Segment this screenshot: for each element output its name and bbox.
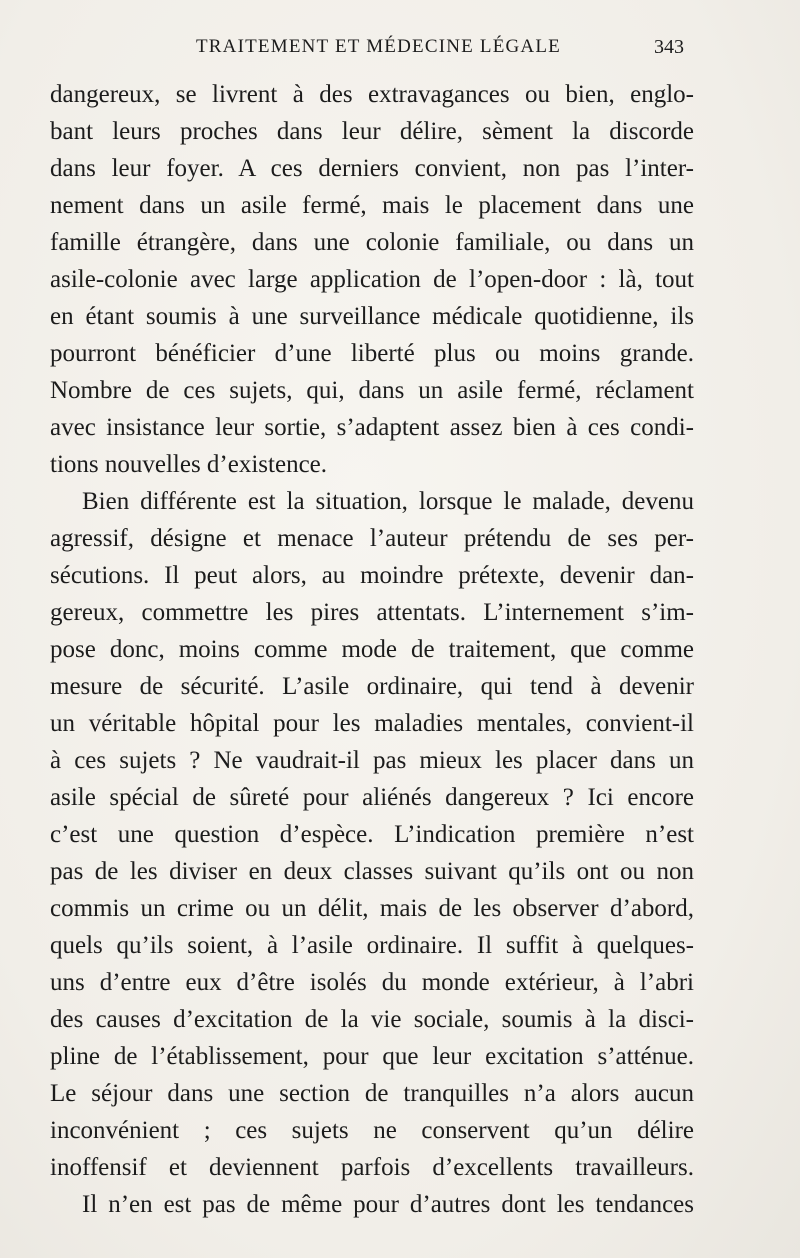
text-line: en étant soumis à une surveillance médicale quotidienne, ils [50, 303, 694, 330]
text-line: Nombre de ces sujets, qui, dans un asile fermé, réclament [50, 377, 694, 404]
text-line: asile spécial de sûreté pour aliénés dangereux ? Ici encore [50, 784, 694, 811]
body-text [50, 76, 694, 1223]
text-line: quels qu’ils soient, à l’asile ordinaire. Il suffit à quelques- [50, 932, 694, 959]
text-line: pose donc, moins comme mode de traitement, que comme [50, 636, 694, 663]
text-line: sécutions. Il peut alors, au moindre prétexte, devenir dan- [50, 562, 694, 589]
paragraph-2 [50, 483, 694, 1186]
text-line: tions nouvelles d’existence. [50, 451, 328, 478]
text-line: des causes d’excitation de la vie sociale, soumis à la disci- [50, 1006, 694, 1033]
text-line: Le séjour dans une section de tranquilles n’a alors aucun [50, 1080, 694, 1107]
text-line: gereux, commettre les pires attentats. L’internement s’im- [50, 599, 694, 626]
text-line: agressif, désigne et menace l’auteur prétendu de ses per- [50, 525, 694, 552]
text-line: asile-colonie avec large application de l’open-door : là, tout [50, 266, 694, 293]
text-line: famille étrangère, dans une colonie familiale, ou dans un [50, 229, 694, 256]
text-line: c’est une question d’espèce. L’indication première n’est [50, 821, 694, 848]
text-line: pline de l’établissement, pour que leur excitation s’atténue. [50, 1043, 694, 1070]
running-head: TRAITEMENT ET MÉDECINE LÉGALE [196, 36, 561, 57]
text-line: Bien différente est la situation, lorsque le malade, devenu [82, 488, 694, 515]
text-line: Il n’en est pas de même pour d’autres dont les tendances [82, 1191, 694, 1218]
text-line: mesure de sécurité. L’asile ordinaire, qui tend à devenir [50, 673, 694, 700]
text-line: un véritable hôpital pour les maladies mentales, convient-il [50, 710, 694, 737]
text-line: commis un crime ou un délit, mais de les observer d’abord, [50, 895, 694, 922]
text-line: uns d’entre eux d’être isolés du monde extérieur, à l’abri [50, 969, 694, 996]
text-line: bant leurs proches dans leur délire, sèment la discorde [50, 118, 694, 145]
page-number: 343 [654, 36, 684, 58]
page-header [196, 36, 684, 66]
text-line: avec insistance leur sortie, s’adaptent assez bien à ces condi- [50, 414, 694, 441]
text-line: inconvénient ; ces sujets ne conservent qu’un délire [50, 1117, 694, 1144]
text-line: pourront bénéficier d’une liberté plus ou moins grande. [50, 340, 694, 367]
paragraph-3 [50, 1186, 694, 1223]
text-line: dans leur foyer. A ces derniers convient, non pas l’inter- [50, 155, 694, 182]
paragraph-1 [50, 76, 694, 483]
text-line: à ces sujets ? Ne vaudrait-il pas mieux les placer dans un [50, 747, 694, 774]
text-line: pas de les diviser en deux classes suivant qu’ils ont ou non [50, 858, 694, 885]
text-line: dangereux, se livrent à des extravagances ou bien, englo- [50, 81, 694, 108]
text-line: inoffensif et deviennent parfois d’excellents travailleurs. [50, 1154, 694, 1181]
text-line: nement dans un asile fermé, mais le placement dans une [50, 192, 694, 219]
